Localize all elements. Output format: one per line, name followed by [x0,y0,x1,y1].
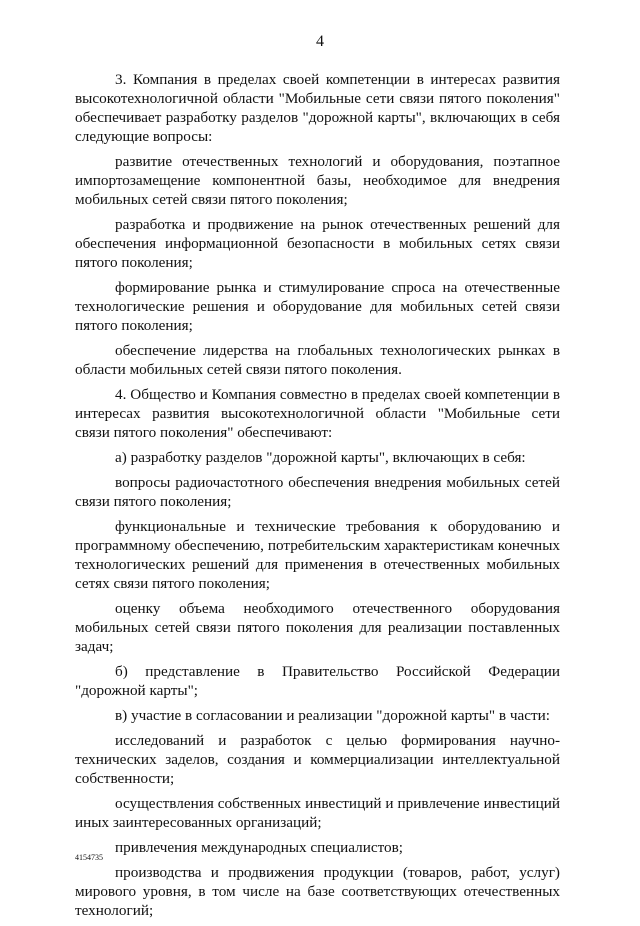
list-item-research: исследований и разработок с целью формирования научно-технических заделов, создания и коммерциализации интеллектуальной собственности; [75,732,560,787]
list-item-production: производства и продвижения продукции (товаров, работ, услуг) мирового уровня, в том числе на базе соответствующих отечественных технологий; [75,864,560,919]
paragraph-item-4: 4. Общество и Компания совместно в пределах своей компетенции в интересах развития высокотехнологичной области "Мобильные сети связи пятого поколения" обеспечивают: [75,386,560,441]
list-item-global-leadership: обеспечение лидерства на глобальных технологических рынках в области мобильных сетей связи пятого поколения. [75,342,560,378]
list-item-requirements: функциональные и технические требования к оборудованию и программному обеспечению, потребительским характеристикам конечных технологических решений для применения в отечественных мобильных сетях связи пятого поколения; [75,518,560,592]
page-number: 4 [316,33,324,50]
paragraph-item-3: 3. Компания в пределах своей компетенции в интересах развития высокотехнологичной области "Мобильные сети связи пятого поколения" обеспечивает разработку разделов "дорожной карты", включающих в себя следующие вопросы: [75,71,560,145]
list-item-investments: осуществления собственных инвестиций и привлечение инвестиций иных заинтересованных организаций; [75,795,560,831]
list-item-technology-development: развитие отечественных технологий и оборудования, поэтапное импортозамещение компонентной базы, необходимое для внедрения мобильных сетей связи пятого поколения; [75,153,560,208]
list-item-security-solutions: разработка и продвижение на рынок отечественных решений для обеспечения информационной безопасности в мобильных сетях связи пятого поколения; [75,216,560,271]
list-item-specialists: привлечения международных специалистов; [115,839,404,856]
subitem-c: в) участие в согласовании и реализации "дорожной карты" в части: [115,707,550,724]
document-code: 4154735 [75,853,103,862]
list-item-market-formation: формирование рынка и стимулирование спроса на отечественные технологические решения и оборудование для мобильных сетей связи пятого поколения; [75,279,560,334]
subitem-a: а) разработку разделов "дорожной карты", включающих в себя: [115,449,526,466]
list-item-equipment-estimate: оценку объема необходимого отечественного оборудования мобильных сетей связи пятого поколения для реализации поставленных задач; [75,600,560,655]
subitem-b: б) представление в Правительство Российской Федерации "дорожной карты"; [75,663,560,699]
list-item-radio-frequency: вопросы радиочастотного обеспечения внедрения мобильных сетей связи пятого поколения; [75,474,560,510]
document-body [75,70,560,926]
